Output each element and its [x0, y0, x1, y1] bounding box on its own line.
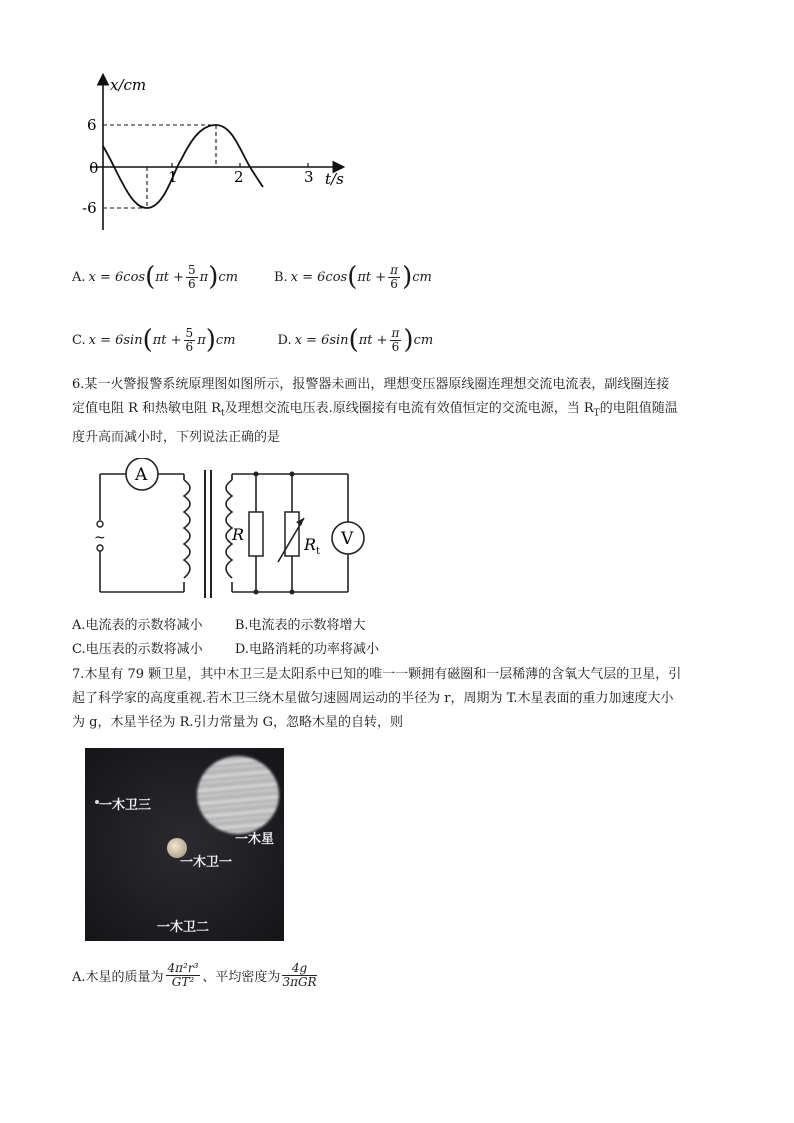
ac-source-symbol: ~ [94, 530, 106, 546]
q6-option-a[interactable]: A.电流表的示数将减小 [72, 618, 203, 633]
y-tick-6: 6 [87, 116, 97, 134]
x-tick-2: 2 [234, 168, 244, 186]
y-axis-label: x/cm [110, 76, 147, 94]
y-tick-neg6: -6 [82, 199, 97, 217]
density-fraction: $\frac{4g}{\text{3πGR}}$ [282, 960, 317, 989]
transformer-circuit [72, 458, 372, 608]
q7-stem: 7.木星有 79 颗卫星，其中木卫三是太阳系中已知的唯一一颗拥有磁圈和一层稀薄的含氧大气层的卫星，引 起了科学家的高度重视.若木卫三绕木星做匀速圆周运动的半径为 r，周期为 T.木星表面的重力加速度大小 为 g，木星半径为 R.引力常量为 G，忽略木星的自转，则 [72, 667, 682, 730]
xt-graph [80, 70, 360, 240]
q5-options-row1 [72, 257, 772, 297]
q5-b-fraction: $\frac{\pi}{6}$ [390, 262, 399, 291]
jupiter-moons-photo [85, 748, 284, 941]
x-tick-3: 3 [304, 168, 314, 186]
label-europa: 一木卫二 [157, 920, 210, 935]
q6-option-c[interactable]: C.电压表的示数将减小 [72, 642, 203, 657]
voltmeter-label: V [341, 529, 354, 549]
q5-option-a[interactable]: A. x = 6cos ( πt + $\frac{5}{6}$ π ) cm [72, 262, 238, 292]
y-tick-0: 0 [89, 159, 99, 177]
q6-stem: 6.某一火警报警系统原理图如图所示，报警器未画出，理想变压器原线圈连理想交流电流表，副线圈连接 定值电阻 R 和热敏电阻 $R_t$及理想交流电压表.原线圈接有电流有效值恒定的交流电源，当 $R_T$的电阻值随温 度升高而减小时，下列说法正确的是 [72, 377, 678, 445]
q5-options-row2 [72, 320, 772, 360]
q5-c-fraction: $\frac{5}{6}$ [185, 325, 194, 354]
jupiter-disk [197, 756, 279, 834]
label-jupiter: 一木星 [235, 832, 275, 847]
resistor-rt-label: $R_t$ [304, 535, 321, 557]
x-tick-1: 1 [168, 168, 178, 186]
q6-option-b[interactable]: B.电流表的示数将增大 [234, 618, 366, 633]
x-axis-label: t/s [325, 170, 344, 188]
q5-option-d[interactable]: D. x = 6sin ( πt + $\frac{\pi}{6}$ ) cm [277, 325, 434, 355]
q6-option-d[interactable]: D.电路消耗的功率将减小 [234, 642, 379, 657]
mass-fraction: $\frac{\text{4π²r³}}{\text{GT²}}$ [167, 960, 199, 989]
q5-option-b[interactable]: B. x = 6cos ( πt + $\frac{\pi}{6}$ ) cm [273, 262, 432, 292]
q5-d-fraction: $\frac{\pi}{6}$ [391, 325, 400, 354]
q7-option-a[interactable]: A.木星的质量为 $\frac{\text{4π²r³}}{\text{GT²}}$ 、平均密度为 $\frac{4g}{\text{3πGR}}$ [72, 960, 317, 989]
label-ganymede: 一木卫三 [99, 798, 152, 813]
resistor-r-label: R [232, 525, 245, 544]
q5-a-fraction: $\frac{5}{6}$ [188, 262, 196, 291]
label-io: 一木卫一 [180, 855, 233, 870]
q6-options [72, 614, 712, 662]
ammeter-label: A [135, 465, 148, 485]
q5-option-c[interactable]: C. x = 6sin ( πt + $\frac{5}{6}$ π ) cm [72, 325, 236, 355]
